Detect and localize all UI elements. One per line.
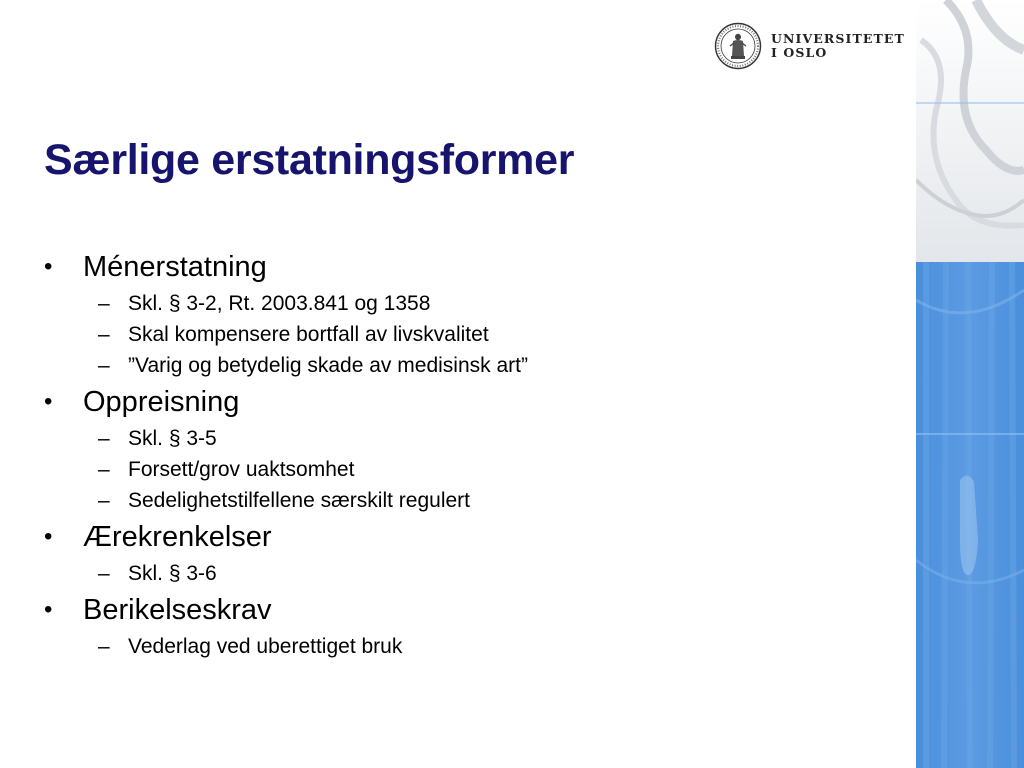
dash-marker: –: [98, 562, 110, 585]
sub-bullet-text: ”Varig og betydelig skade av medisinsk art”: [128, 354, 528, 377]
dash-marker: –: [98, 635, 110, 658]
bullet-marker: •: [44, 253, 53, 280]
bullet-item: [44, 381, 904, 423]
dash-marker: –: [98, 354, 110, 377]
sub-bullet-list: [44, 288, 904, 381]
sub-bullet-item: [44, 631, 904, 662]
dash-marker: –: [98, 458, 110, 481]
decorative-band: [916, 0, 1024, 768]
bullet-text: Ærekrenkelser: [83, 521, 272, 553]
decorative-band-graphic: [916, 0, 1024, 768]
bullet-text: Oppreisning: [83, 386, 240, 418]
sub-bullet-text: Skal kompensere bortfall av livskvalitet: [128, 323, 489, 346]
sub-bullet-list: [44, 423, 904, 516]
bullet-marker: •: [44, 523, 53, 550]
bullet-text: Berikelseskrav: [83, 594, 272, 626]
sub-bullet-list: [44, 631, 904, 662]
sub-bullet-text: Skl. § 3-6: [128, 562, 217, 585]
sub-bullet-item: [44, 454, 904, 485]
sub-bullet-item: [44, 350, 904, 381]
bullet-list: [44, 246, 904, 662]
sub-bullet-text: Sedelighetstilfellene særskilt regulert: [128, 489, 470, 512]
sub-bullet-text: Skl. § 3-2, Rt. 2003.841 og 1358: [128, 292, 431, 315]
bullet-item: [44, 516, 904, 558]
sub-bullet-item: [44, 288, 904, 319]
sub-bullet-item: [44, 423, 904, 454]
logo-line-2: I OSLO: [771, 45, 828, 60]
sub-bullet-text: Skl. § 3-5: [128, 427, 217, 450]
dash-marker: –: [98, 427, 110, 450]
dash-marker: –: [98, 323, 110, 346]
logo-text: [771, 32, 905, 60]
sub-bullet-text: Vederlag ved uberettiget bruk: [128, 635, 403, 658]
university-logo: [714, 22, 905, 70]
bullet-item: [44, 589, 904, 631]
logo-line-1: UNIVERSITETET: [771, 31, 905, 46]
sub-bullet-item: [44, 319, 904, 350]
bullet-text: Ménerstatning: [83, 251, 267, 283]
sub-bullet-text: Forsett/grov uaktsomhet: [128, 458, 355, 481]
bullet-marker: •: [44, 388, 53, 415]
sub-bullet-list: [44, 558, 904, 589]
bullet-item: [44, 246, 904, 288]
university-seal-icon: [714, 22, 762, 70]
sub-bullet-item: [44, 558, 904, 589]
dash-marker: –: [98, 489, 110, 512]
bullet-marker: •: [44, 596, 53, 623]
slide-title: Særlige erstatningsformer: [44, 136, 575, 184]
dash-marker: –: [98, 292, 110, 315]
sub-bullet-item: [44, 485, 904, 516]
